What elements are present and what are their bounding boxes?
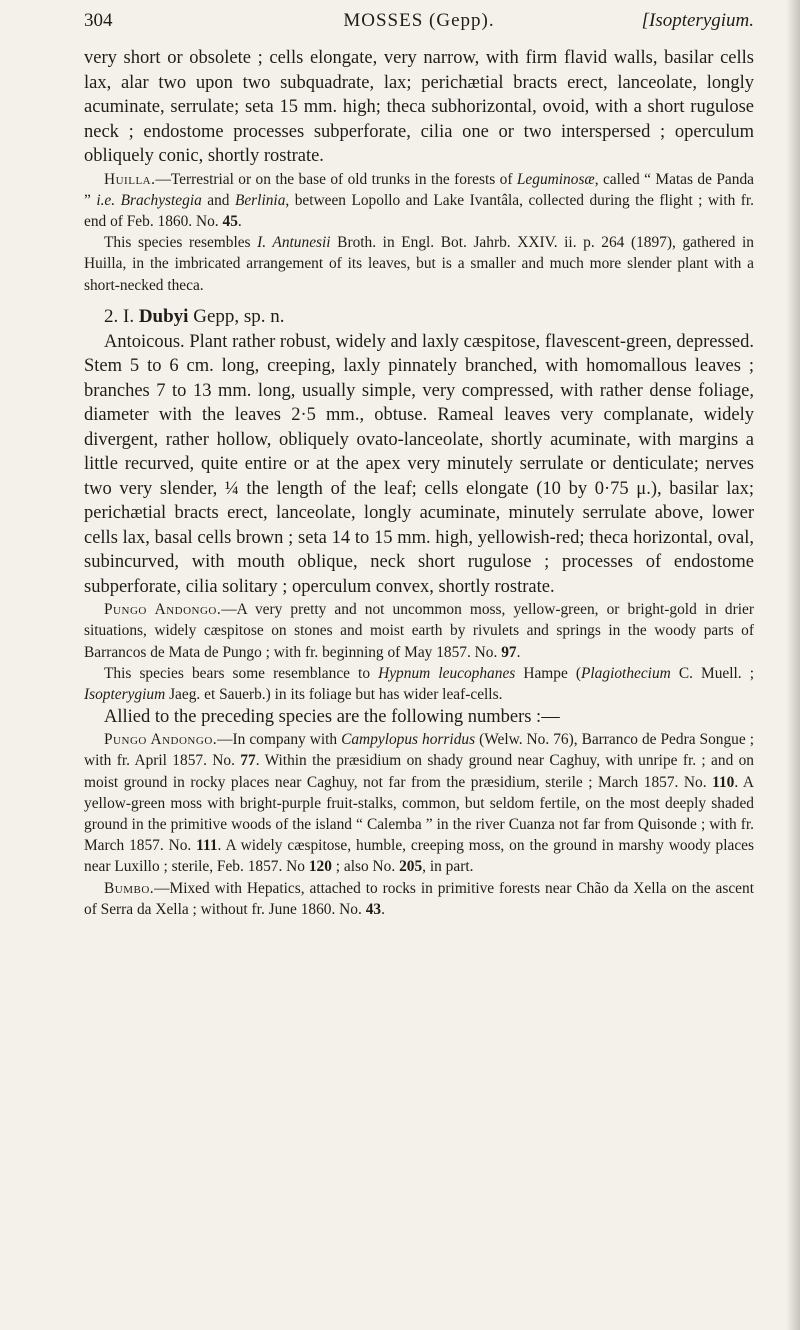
place-name: Pungo Andongo.	[104, 731, 218, 749]
text-run: , called “ Matas de Panda ”	[84, 170, 754, 209]
text-run: , between Lopollo and Lake Ivantâla, collected during the flight ; with fr. end of Feb. 1860. No.	[84, 191, 755, 230]
locality-huilla	[84, 169, 754, 233]
text-run: —A very pretty and not uncommon moss, yellow-green, or bright-gold in drier situations, widely cæspitose on stones and moist earth by rivulets and springs in the woody parts of Barrancos de Mata de Pungo ; with fr. beginning of May 1857. No.	[84, 601, 754, 661]
body-text	[84, 46, 754, 920]
italic-run: Hypnum leucophanes	[378, 664, 516, 682]
page-number: 304	[84, 10, 113, 31]
specimen-number: 110	[712, 773, 735, 791]
text-run: —Terrestrial or on the base of old trunks in the forests of	[155, 170, 517, 188]
text-run: , in part.	[422, 858, 474, 876]
text-run: .	[516, 643, 521, 661]
specimen-number: 77	[240, 752, 256, 770]
text-run: Jaeg. et Sauerb.) in its foliage but has wider leaf-cells.	[165, 686, 503, 704]
specimen-number: 45	[222, 212, 238, 230]
text-run: .	[237, 212, 242, 230]
italic-run: Plagiothecium	[581, 664, 671, 682]
text-run: .	[381, 900, 385, 918]
species-name: Dubyi	[138, 305, 189, 327]
text-run: C. Muell. ;	[670, 664, 754, 682]
text-run: . A yellow-green moss with bright-purple fruit-stalks, common, but seldom fertile, on the most deeply shaded ground in the primitive woods of the island “ Calemba ” in the river Cuanza not far from Quisonde ; with fr. March 1857. No.	[84, 773, 754, 855]
species-authority: Gepp, sp. n.	[188, 305, 285, 327]
specimen-number: 97	[501, 643, 517, 661]
italic-run: Berlinia	[234, 191, 286, 209]
page-edge-shadow	[786, 0, 800, 1330]
italic-run: Leguminosæ	[516, 170, 595, 188]
italic-run: Isopterygium	[84, 686, 166, 704]
text-run: Broth. in Engl. Bot. Jahrb. XXIV. ii. p. 264 (1897), gathered in Huilla, in the imbricated arrangement of its leaves, but is a smaller and much more slender plant with a short-necked theca.	[84, 234, 754, 294]
italic-run: I. Antunesii	[257, 234, 331, 252]
remark-paragraph-1	[84, 232, 754, 296]
species-heading	[84, 304, 754, 330]
locality-bumbo	[84, 878, 754, 920]
italic-run: i.e. Brachystegia	[96, 191, 202, 209]
place-name: Pungo Andongo.	[104, 601, 222, 619]
text-run: ; also No.	[331, 858, 400, 876]
running-title: MOSSES (Gepp).	[343, 10, 495, 31]
running-head	[84, 10, 754, 40]
text-run: (Welw. No. 76), Barranco de Pedra Songue ; with fr. April 1857. No.	[84, 731, 754, 770]
text-run: Hampe (	[515, 664, 581, 682]
text-run: —In company with	[217, 731, 342, 749]
specimen-number: 205	[399, 858, 423, 876]
description-paragraph-1: very short or obsolete ; cells elongate, very narrow, with firm flavid walls, basilar cells lax, alar two upon two subquadrate, lax; perichætial bracts erect, lanceolate, longly acuminate, serrulate; seta 15 mm. high; theca subhorizontal, ovoid, with a short rugulose neck ; endostome processes subperforate, cilia one or two interspersed ; operculum obliquely conic, shortly rostrate.	[84, 48, 754, 166]
remark-paragraph-2	[84, 663, 754, 705]
specimen-number: 120	[308, 858, 332, 876]
species-number: 2. I.	[104, 305, 135, 327]
place-name: Huilla.	[104, 170, 156, 188]
specimen-number: 43	[365, 900, 382, 918]
description-paragraph-2: Antoicous. Plant rather robust, widely and laxly cæspitose, flavescent-green, depressed. Stem 5 to 6 cm. long, creeping, laxly pinnately branched, with homomallous leaves ; branches 7 to 13 mm. long, usually simple, very compressed, with rather dense foliage, diameter with the leaves 2·5 mm., obtuse. Rameal leaves very complanate, widely divergent, rather hollow, obliquely ovato-lanceolate, shortly acuminate, with margins a little recurved, quite entire or at the apex very minutely serrulate or denticulate; nerves two very slender, ¼ the length of the leaf; cells elongate (10 by 0·75 μ.), basilar lax; perichætial bracts erect, lanceolate, longly acuminate, minutely serrulate above, lower cells lax, basal cells brown ; seta 14 to 15 mm. high, yellowish-red; theca horizontal, oval, subincurved, with mouth oblique, neck short rugulose ; processes of endostome subperforate, cilia solitary ; operculum convex, shortly rostrate.	[84, 331, 754, 597]
italic-run: Campylopus horridus	[341, 731, 476, 749]
running-genus: [Isopterygium.	[641, 10, 754, 31]
text-run: . Within the præsidium on shady ground near Caghuy, with unripe fr. ; and on moist ground in rocky places near Caghuy, not far from the præsidium, sterile ; March 1857. No.	[84, 752, 755, 791]
text-run: and	[201, 191, 235, 209]
allied-heading: Allied to the preceding species are the following numbers :—	[104, 707, 560, 728]
specimen-number: 111	[196, 837, 218, 855]
place-name: Bumbo.	[104, 879, 155, 897]
text-run: This species resembles	[104, 234, 258, 252]
text-run: . A widely cæspitose, humble, creeping moss, on the ground in marshy woody places near Luxillo ; sterile, Feb. 1857. No	[84, 837, 754, 876]
locality-pungo-1	[84, 599, 754, 663]
text-run: —Mixed with Hepatics, attached to rocks in primitive forests near Chão da Xella on the ascent of Serra da Xella ; without fr. June 1860. No.	[84, 879, 754, 918]
text-run: This species bears some resemblance to	[104, 664, 379, 682]
locality-pungo-2	[84, 729, 754, 877]
